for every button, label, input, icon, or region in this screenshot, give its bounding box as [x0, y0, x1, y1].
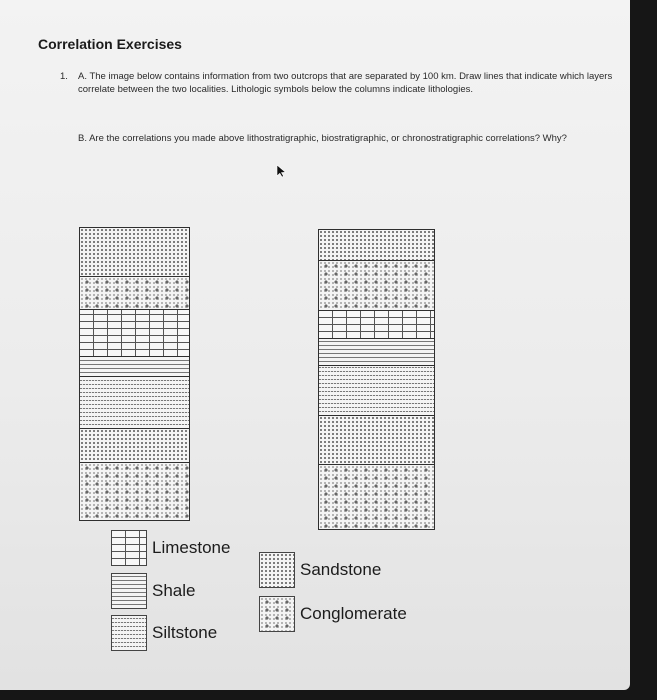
left-layer-conglomerate-bottom	[80, 463, 189, 521]
legend-limestone	[111, 530, 230, 566]
legend-shale	[111, 573, 195, 609]
legend-conglomerate	[259, 596, 407, 632]
right-layer-conglomerate-upper	[319, 261, 434, 311]
left-layer-shale	[80, 357, 189, 377]
question-number: 1.	[60, 71, 68, 82]
siltstone-swatch	[111, 615, 147, 651]
legend-label-limestone: Limestone	[152, 538, 231, 557]
legend-label-conglomerate: Conglomerate	[300, 604, 407, 623]
legend-label-siltstone: Siltstone	[152, 623, 218, 642]
right-layer-sandstone-lower	[319, 416, 434, 465]
right-layer-siltstone	[319, 366, 434, 416]
limestone-swatch	[111, 530, 147, 566]
question-a-text: A. The image below contains information from two outcrops that are separated by 100 km. Draw lines that indicate which layers correlate between the two localities. Lithologic symbols below the columns indicate lithologies.	[78, 71, 613, 95]
left-outcrop-column	[79, 227, 190, 521]
right-layer-sandstone-top	[319, 230, 434, 261]
left-layer-sandstone-top	[80, 228, 189, 277]
sandstone-swatch	[259, 552, 295, 588]
right-layer-shale	[319, 339, 434, 366]
page-title: Correlation Exercises	[38, 36, 182, 52]
right-outcrop-column	[318, 229, 435, 530]
question-b-text: B. Are the correlations you made above lithostratigraphic, biostratigraphic, or chronostratigraphic correlations? Why?	[78, 133, 567, 144]
right-layer-conglomerate-bottom	[319, 465, 434, 530]
mouse-pointer-icon	[275, 164, 287, 183]
left-layer-sandstone-lower	[80, 429, 189, 463]
left-layer-limestone	[80, 310, 189, 357]
legend-label-shale: Shale	[152, 581, 196, 600]
legend-siltstone	[111, 615, 217, 651]
legend-label-sandstone: Sandstone	[300, 560, 382, 579]
shale-swatch	[111, 573, 147, 609]
right-layer-limestone	[319, 311, 434, 339]
conglomerate-swatch	[259, 596, 295, 632]
left-layer-conglomerate-upper	[80, 277, 189, 310]
legend-sandstone	[259, 552, 381, 588]
left-layer-siltstone	[80, 377, 189, 429]
